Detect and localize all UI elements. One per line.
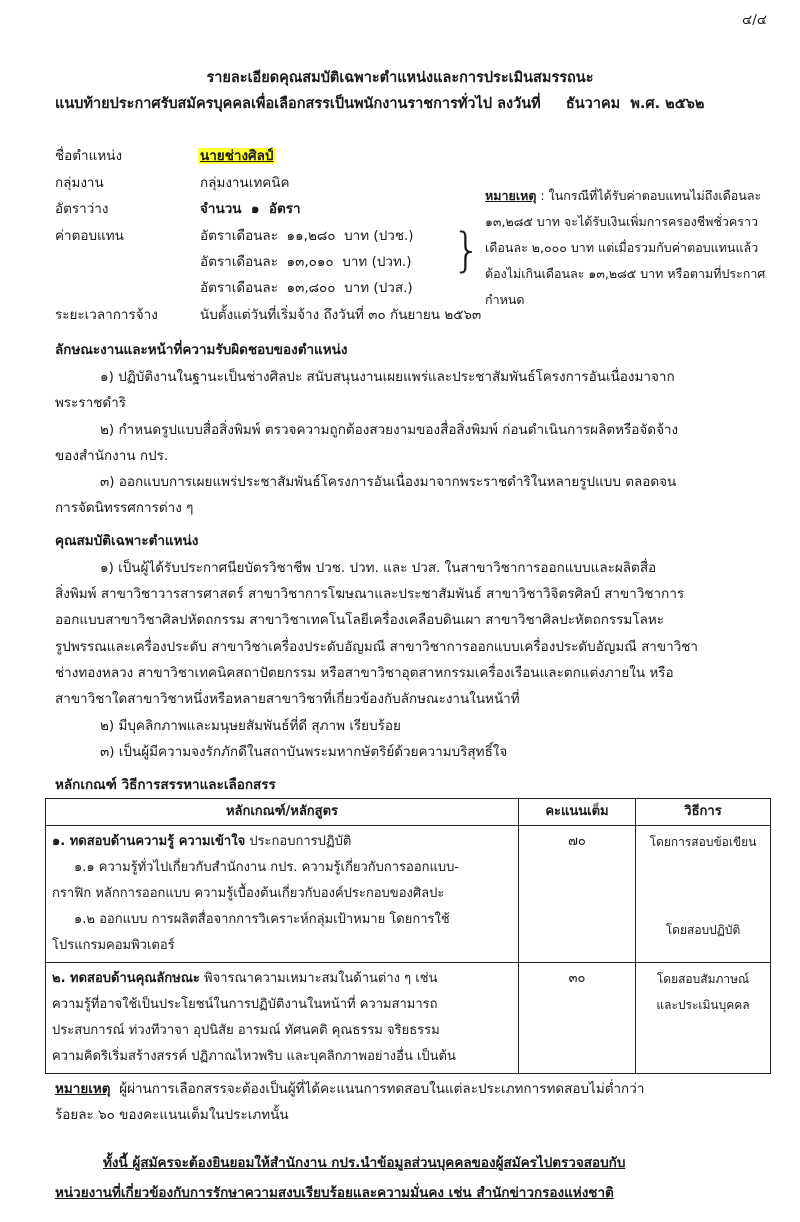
brace-icon: } [452, 223, 482, 277]
qualification-line: ๓) เป็นผู้มีความจงรักภักดีในสถาบันพระมหากษัตริย์ด้วยความบริสุทธิ์ใจ [100, 744, 508, 760]
row-sub-line: โปรแกรมคอมพิวเตอร์ [52, 938, 175, 953]
pay-note-line: ต้องไม่เกินเดือนละ ๑๓,๒๘๕ บาท หรือตามที่ประกาศ [485, 266, 766, 281]
pay-note-label: หมายเหตุ [485, 188, 537, 203]
pass-note-label: หมายเหตุ [55, 1081, 111, 1097]
title-line-2: แนบท้ายประกาศรับสมัครบุคคลเพื่อเลือกสรรเป็นพนักงานราชการทั่วไป ลงวันที่ ธันวาคม พ.ศ. ๒๕๖๒ [55, 96, 705, 112]
duty-line: ของสำนักงาน กปร. [55, 448, 169, 464]
qualification-line: ออกแบบสาขาวิชาศิลปหัตถกรรม สาขาวิชาเทคโนโลยีเครื่องเคลือบดินเผา สาขาวิชาศิลปะหัตถกรรมโลหะ [55, 612, 664, 628]
row-sub-line: ๑.๒ ออกแบบ การผลิตสื่อจากการวิเคราะห์กลุ่มเป้าหมาย โดยการใช้ [74, 912, 450, 927]
qualification-line: ๑) เป็นผู้ได้รับประกาศนียบัตรวิชาชีพ ปวช. ปวท. และ ปวส. ในสาขาวิชาการออกแบบและผลิตสื่อ [100, 560, 657, 576]
row-title: ๑. ทดสอบด้านความรู้ ความเข้าใจ [52, 834, 246, 849]
vacancy-value: จำนวน ๑ อัตรา [200, 201, 301, 217]
table-row [46, 963, 771, 1074]
duties-heading: ลักษณะงานและหน้าที่ความรับผิดชอบของตำแหน่ง [55, 342, 348, 358]
row-sub-line: ความรู้ที่อาจใช้เป็นประโยชน์ในการปฏิบัติงานในหน้าที่ ความสามารถ [52, 997, 438, 1012]
duty-line: ๒) กำหนดรูปแบบสื่อสิ่งพิมพ์ ตรวจความถูกต้องสวยงามของสื่อสิ่งพิมพ์ ก่อนดำเนินการผลิตหรือจัดจ้าง [100, 422, 679, 438]
group-value: กลุ่มงานเทคนิค [200, 175, 290, 191]
row-sub-line: ประสบการณ์ ท่วงทีวาจา อุปนิสัย อารมณ์ ทัศนคติ คุณธรรม จริยธรรม [52, 1023, 440, 1038]
position-value: นายช่างศิลป์ [200, 148, 274, 164]
pay-note-line: ๑๓,๒๘๕ บาท จะได้รับเงินเพิ่มการครองชีพชั่วคราว [485, 214, 759, 229]
row-sub-line: กราฟิก หลักการออกแบบ ความรู้เบื้องต้นเกี่ยวกับองค์ประกอบของศิลปะ [52, 886, 445, 901]
header-method: วิธีการ [636, 799, 771, 826]
table-header-row [46, 799, 771, 826]
duty-line: ๓) ออกแบบการเผยแพร่ประชาสัมพันธ์โครงการอันเนื่องมาจากพระราชดำริในหลายรูปแบบ ตลอดจน [100, 474, 677, 490]
row-sub-line: ๑.๑ ความรู้ทั่วไปเกี่ยวกับสำนักงาน กปร. ความรู้เกี่ยวกับการออกแบบ- [74, 860, 460, 875]
pay-rate: อัตราเดือนละ ๑๑,๒๘๐ บาท (ปวช.) [200, 228, 414, 244]
pass-note-line: ผู้ผ่านการเลือกสรรจะต้องเป็นผู้ที่ได้คะแนนการทดสอบในแต่ละประเภทการทดสอบไม่ต่ำกว่า [110, 1081, 645, 1097]
qualification-line: รูปพรรณและเครื่องประดับ สาขาวิชาเครื่องประดับอัญมณี สาขาวิชาการออกแบบเครื่องประดับอัญมณี สาขาวิชา [55, 639, 699, 655]
row-title-rest: ประกอบการปฏิบัติ [245, 834, 352, 849]
duty-line: การจัดนิทรรศการต่าง ๆ [55, 500, 194, 516]
pass-note-line: ร้อยละ ๖๐ ของคะแนนเต็มในประเภทนั้น [55, 1107, 289, 1123]
pay-label: ค่าตอบแทน [55, 228, 124, 244]
row-method: โดยสอบสัมภาษณ์ [656, 972, 750, 986]
consent-line: ทั้งนี้ ผู้สมัครจะต้องยินยอมให้สำนักงาน กปร.นำข้อมูลส่วนบุคคลของผู้สมัครไปตรวจสอบกับ [103, 1155, 626, 1171]
duty-line: พระราชดำริ [55, 395, 126, 411]
criteria-table [45, 798, 771, 1074]
position-label: ชื่อตำแหน่ง [55, 148, 123, 164]
period-value: นับตั้งแต่วันที่เริ่มจ้าง ถึงวันที่ ๓๐ กันยายน ๒๕๖๓ [200, 307, 482, 323]
pay-note-line: เดือนละ ๒,๐๐๐ บาท แต่เมื่อรวมกับค่าตอบแทนแล้ว [485, 240, 759, 255]
consent-line: หน่วยงานที่เกี่ยวข้องกับการรักษาความสงบเรียบร้อยและความมั่นคง เช่น สำนักข่าวกรองแห่งชาติ [55, 1185, 614, 1201]
group-label: กลุ่มงาน [55, 175, 104, 191]
title-line-1: รายละเอียดคุณสมบัติเฉพาะตำแหน่งและการประเมินสมรรถนะ [206, 70, 594, 86]
duty-line: ๑) ปฏิบัติงานในฐานะเป็นช่างศิลปะ สนับสนุนงานเผยแพร่และประชาสัมพันธ์โครงการอันเนื่องมาจาก [100, 369, 675, 385]
qualification-line: ๒) มีบุคลิกภาพและมนุษยสัมพันธ์ที่ดี สุภาพ เรียบร้อย [100, 718, 401, 734]
row-title-rest: พิจารณาความเหมาะสมในด้านต่าง ๆ เช่น [199, 971, 438, 986]
pay-note-line: กำหนด [485, 292, 525, 307]
row-score: ๗๐ [519, 826, 636, 963]
row-method: โดยสอบปฏิบัติ [665, 923, 741, 937]
qualification-line: สาขาวิชาใดสาขาวิชาหนึ่งหรือหลายสาขาวิชาที่เกี่ยวข้องกับลักษณะงานในหน้าที่ [55, 691, 520, 707]
period-label: ระยะเวลาการจ้าง [55, 307, 158, 323]
qualifications-heading: คุณสมบัติเฉพาะตำแหน่ง [55, 533, 199, 549]
table-row [46, 826, 771, 963]
row-score: ๓๐ [519, 963, 636, 1074]
header-criteria: หลักเกณฑ์/หลักสูตร [46, 799, 519, 826]
criteria-heading: หลักเกณฑ์ วิธีการสรรหาและเลือกสรร [55, 777, 276, 793]
qualification-line: ช่างทองหลวง สาขาวิชาเทคนิคสถาปัตยกรรม หรือสาขาวิชาอุตสาหกรรมเครื่องเรือนและตกแต่งภายใน หรือ [55, 665, 674, 681]
row-title: ๒. ทดสอบด้านคุณลักษณะ [52, 971, 200, 986]
pay-rate: อัตราเดือนละ ๑๓,๐๑๐ บาท (ปวท.) [200, 254, 412, 270]
row-method: โดยการสอบข้อเขียน [649, 835, 757, 849]
pay-rate: อัตราเดือนละ ๑๓,๘๐๐ บาท (ปวส.) [200, 280, 413, 296]
pay-note-line: : ในกรณีที่ได้รับค่าตอบแทนไม่ถึงเดือนละ [536, 188, 762, 203]
page-number: ๔/๔ [742, 12, 767, 28]
vacancy-label: อัตราว่าง [55, 201, 109, 217]
header-score: คะแนนเต็ม [519, 799, 636, 826]
qualification-line: สิ่งพิมพ์ สาขาวิชาวารสารศาสตร์ สาขาวิชาการโฆษณาและประชาสัมพันธ์ สาขาวิชาวิจิตรศิลป์ สาขาวิชาการ [55, 586, 685, 602]
row-sub-line: ความคิดริเริ่มสร้างสรรค์ ปฏิภาณไหวพริบ และบุคลิกภาพอย่างอื่น เป็นต้น [52, 1049, 456, 1064]
row-method: และประเมินบุคคล [656, 998, 750, 1012]
